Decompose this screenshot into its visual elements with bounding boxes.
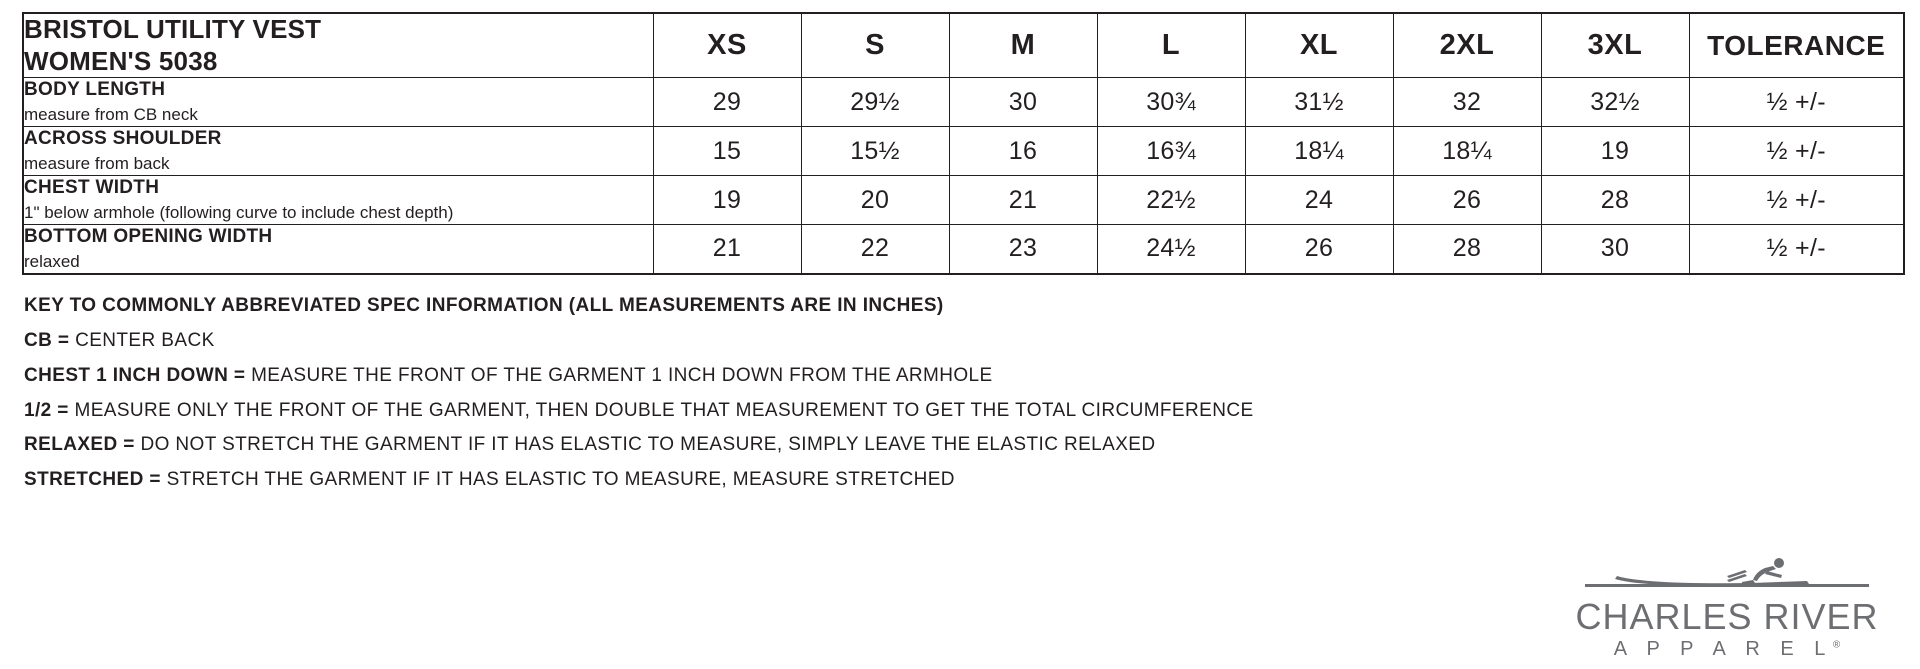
table-row — [23, 127, 1904, 176]
cell-value: 26 — [1393, 176, 1541, 225]
cell-value: 30 — [949, 78, 1097, 127]
size-header-3xl: 3XL — [1541, 13, 1689, 78]
size-header-l: L — [1097, 13, 1245, 78]
product-title-line1: BRISTOL UTILITY VEST — [24, 14, 322, 44]
size-header-xs: XS — [653, 13, 801, 78]
table-row — [23, 224, 1904, 273]
legend-term: 1/2 = — [24, 399, 69, 421]
table-header-row — [23, 13, 1904, 78]
measurement-name: ACROSS SHOULDER — [24, 128, 222, 150]
cell-value: 26 — [1245, 224, 1393, 273]
cell-value: 15 — [653, 127, 801, 176]
legend-item — [24, 434, 1898, 456]
product-title-cell — [23, 13, 653, 78]
cell-value: 30 — [1541, 224, 1689, 273]
size-header-s: S — [801, 13, 949, 78]
size-spec-table — [22, 12, 1905, 275]
cell-value: 28 — [1541, 176, 1689, 225]
cell-value: 30¾ — [1097, 78, 1245, 127]
cell-value: 23 — [949, 224, 1097, 273]
cell-value: 29½ — [801, 78, 949, 127]
table-row — [23, 78, 1904, 127]
legend-term: STRETCHED = — [24, 469, 161, 491]
cell-value: 32 — [1393, 78, 1541, 127]
measurement-note: measure from back — [24, 154, 170, 174]
cell-tolerance: ½ +/- — [1689, 224, 1904, 273]
cell-value: 18¼ — [1245, 127, 1393, 176]
cell-value: 21 — [653, 224, 801, 273]
registered-mark: ® — [1832, 639, 1841, 651]
cell-value: 22½ — [1097, 176, 1245, 225]
cell-tolerance: ½ +/- — [1689, 176, 1904, 225]
measurement-label-bottom-opening-width — [23, 224, 653, 273]
cell-value: 19 — [653, 176, 801, 225]
cell-value: 29 — [653, 78, 801, 127]
legend-item — [24, 365, 1898, 387]
cell-value: 19 — [1541, 127, 1689, 176]
measurement-note: relaxed — [24, 251, 80, 271]
measurement-label-chest-width — [23, 176, 653, 225]
legend-definition: CENTER BACK — [75, 329, 215, 351]
legend-item — [24, 330, 1898, 352]
legend-definition: MEASURE ONLY THE FRONT OF THE GARMENT, THEN DOUBLE THAT MEASUREMENT TO GET THE TOTAL CIRCUMFERENCE — [74, 399, 1254, 421]
cell-value: 32½ — [1541, 78, 1689, 127]
cell-value: 18¼ — [1393, 127, 1541, 176]
legend-term: RELAXED = — [24, 434, 135, 456]
cell-value: 20 — [801, 176, 949, 225]
logo-brand-text: CHARLES RIVER — [1575, 596, 1879, 638]
measurement-label-across-shoulder — [23, 127, 653, 176]
measurement-note: 1" below armhole (following curve to include chest depth) — [24, 202, 454, 222]
measurement-label-body-length — [23, 78, 653, 127]
cell-value: 16¾ — [1097, 127, 1245, 176]
logo-sub-label: A P P A R E L — [1613, 638, 1833, 660]
legend-section — [24, 295, 1898, 491]
cell-value: 22 — [801, 224, 949, 273]
cell-value: 24½ — [1097, 224, 1245, 273]
cell-tolerance: ½ +/- — [1689, 78, 1904, 127]
legend-definition: DO NOT STRETCH THE GARMENT IF IT HAS ELASTIC TO MEASURE, SIMPLY LEAVE THE ELASTIC RELAXED — [140, 434, 1156, 456]
cell-value: 28 — [1393, 224, 1541, 273]
legend-item — [24, 469, 1898, 491]
legend-term: CHEST 1 INCH DOWN = — [24, 364, 246, 386]
rower-icon — [1577, 554, 1877, 596]
cell-value: 15½ — [801, 127, 949, 176]
legend-definition: STRETCH THE GARMENT IF IT HAS ELASTIC TO MEASURE, MEASURE STRETCHED — [166, 469, 955, 491]
charles-river-apparel-logo — [1562, 554, 1892, 661]
tolerance-header: TOLERANCE — [1689, 13, 1904, 78]
logo-sub-text — [1562, 638, 1892, 661]
table-row — [23, 176, 1904, 225]
legend-title: KEY TO COMMONLY ABBREVIATED SPEC INFORMATION (ALL MEASUREMENTS ARE IN INCHES) — [24, 294, 944, 316]
measurement-name: CHEST WIDTH — [24, 177, 160, 199]
cell-value: 31½ — [1245, 78, 1393, 127]
cell-value: 16 — [949, 127, 1097, 176]
legend-definition: MEASURE THE FRONT OF THE GARMENT 1 INCH DOWN FROM THE ARMHOLE — [251, 364, 993, 386]
cell-value: 21 — [949, 176, 1097, 225]
cell-value: 24 — [1245, 176, 1393, 225]
product-title-line2: WOMEN'S 5038 — [24, 45, 218, 76]
size-header-2xl: 2XL — [1393, 13, 1541, 78]
size-header-xl: XL — [1245, 13, 1393, 78]
cell-tolerance: ½ +/- — [1689, 127, 1904, 176]
legend-item — [24, 400, 1898, 422]
size-header-m: M — [949, 13, 1097, 78]
measurement-name: BODY LENGTH — [24, 79, 166, 101]
measurement-name: BOTTOM OPENING WIDTH — [24, 225, 273, 247]
measurement-note: measure from CB neck — [24, 105, 198, 125]
legend-term: CB = — [24, 329, 70, 351]
